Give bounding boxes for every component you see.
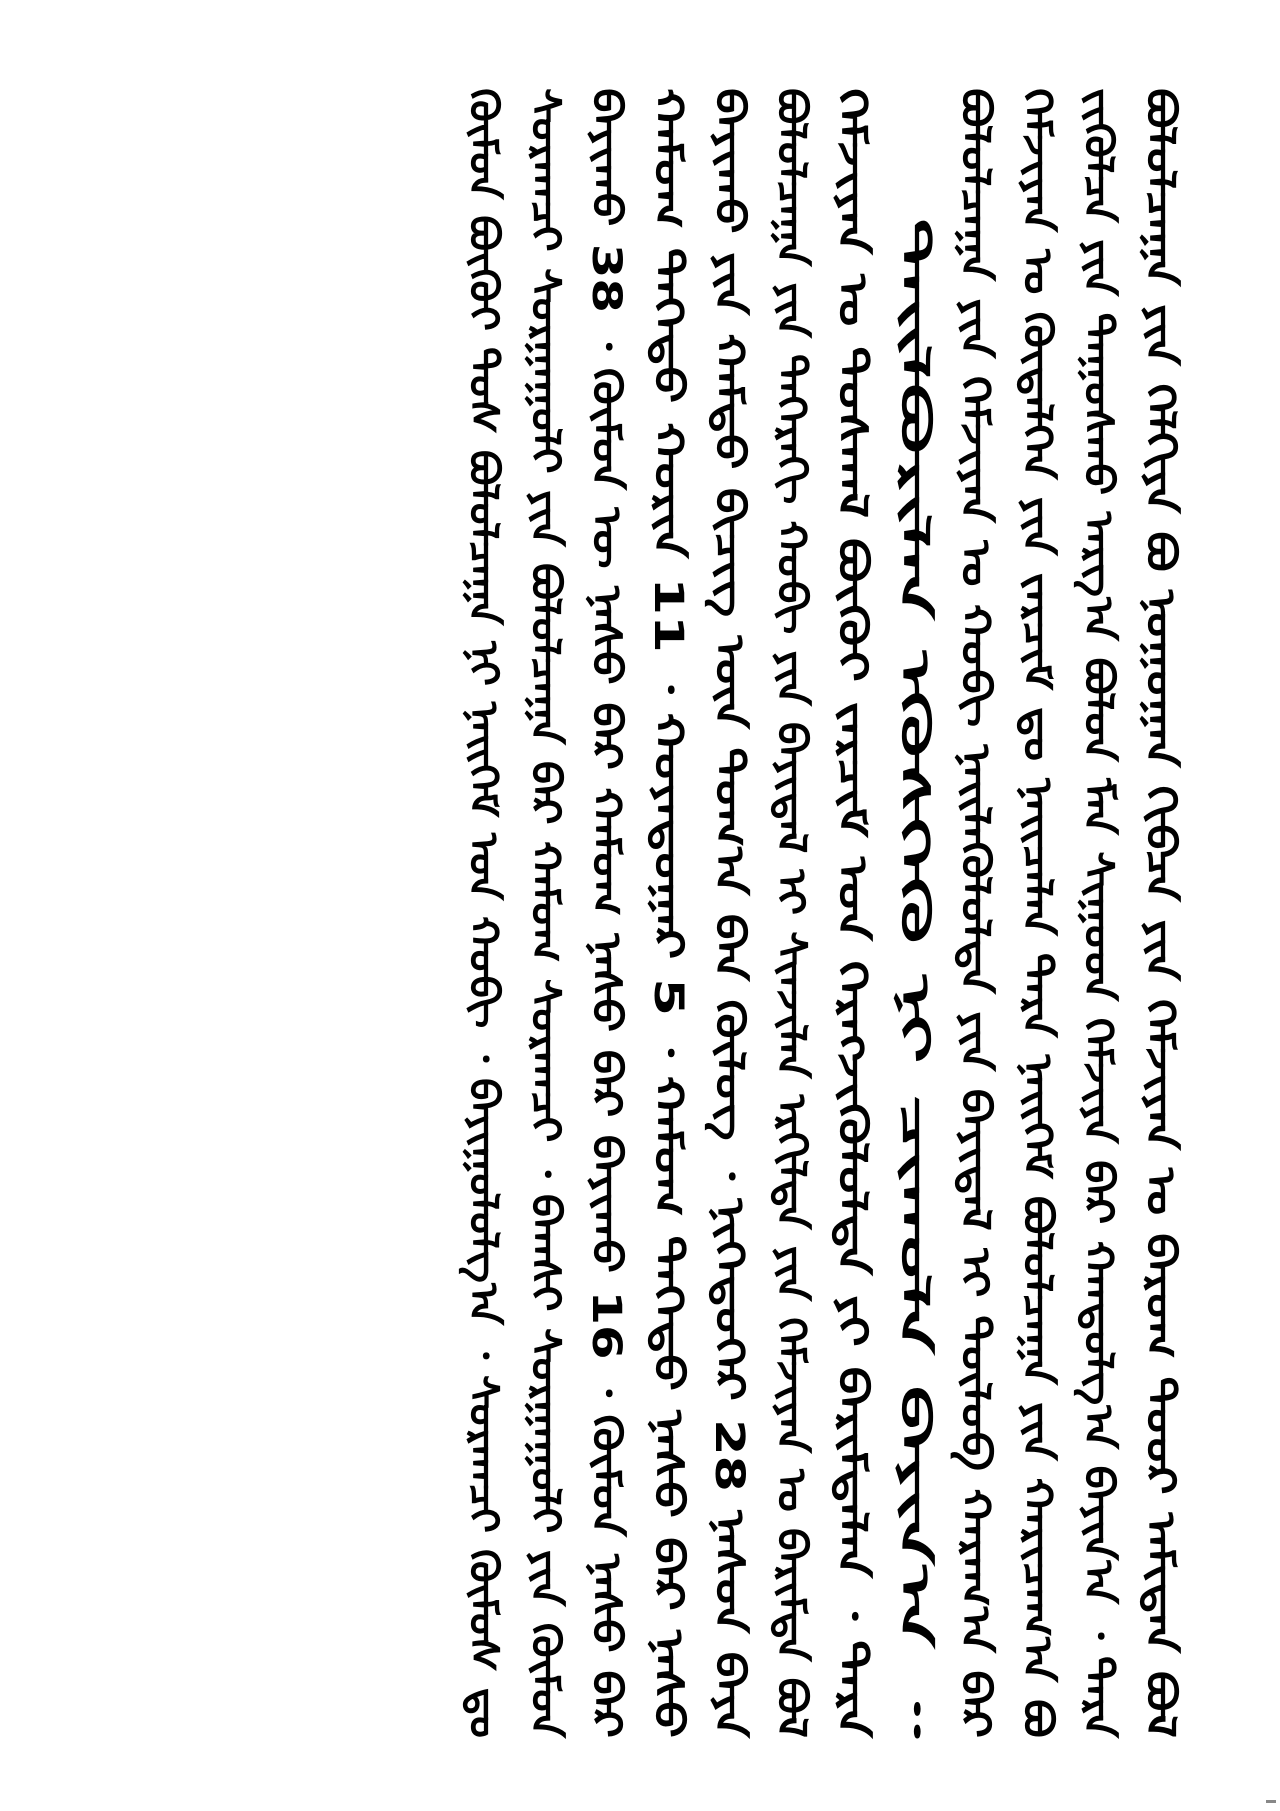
column-svg <box>698 88 758 1748</box>
text-column <box>452 88 514 1748</box>
column-svg <box>637 88 697 1748</box>
column-svg <box>1067 88 1127 1748</box>
column-line: ᠪᠣᠯᠣᠯᠴᠠᠭᠠ ᠶᠢᠨ ᠬᠡᠯᠬᠢᠶᠡ ᠪᠤ ᠨᠤᠭᠤᠭᠠᠨ ᠬᠢᠪᠴᠡ ᠶᠢᠨ ᠬᠡᠮᠵᠢᠶᠡᠨ ᠤ ᠪᠠᠷᠤᠭ ᠳᠤᠤᠷ ᠠᠮᠢᠲᠠᠨ ᠪᠣᠯ <box>1136 88 1183 1382</box>
text-column <box>698 88 760 1748</box>
text-columns <box>452 88 1190 1748</box>
column-svg <box>760 88 820 1748</box>
column-line: ᠬᠠᠮᠤᠭ ᠳᠡᠭᠡᠳᠦ ᠬᠣᠷᠢᠨ 11 ᠂ ᠬᠣᠶᠠᠳᠤᠭᠠᠷ 5 ᠂ ᠬᠠᠮᠤᠭ ᠳᠡᠭᠡᠳᠦ ᠨᠠᠰᠤ ᠪᠡᠷ ᠨᠠᠰᠤ <box>644 88 691 1304</box>
text-column <box>514 88 576 1748</box>
column-svg <box>1006 88 1066 1748</box>
column-svg <box>944 88 1004 1748</box>
column-svg <box>575 88 635 1748</box>
column-line: ᠪᠣᠯᠣᠯᠴᠠᠭᠠ ᠶᠢᠨ ᠳᠡᠭᠡᠷᠡᠬᠢ ᠬᠤᠪᠢ ᠶᠢᠨ ᠪᠠᠶᠢᠳᠠᠯ ᠢ ᠰᠢᠨᠵᠢᠯᠡᠨ ᠡᠷᠭᠢᠯᠳᠡ ᠶᠢᠨ ᠬᠡᠮᠵᠢᠶᠡᠨ ᠤ ᠪᠠᠷᠢᠮᠲᠠ ᠪᠣᠯ <box>767 88 814 1525</box>
column-svg <box>452 88 512 1748</box>
column-svg <box>883 218 943 1748</box>
column-line: ᠰᠤᠷᠠᠭᠴᠢ ᠰᠤᠷᠭᠠᠭᠤᠯᠢ ᠶᠢᠨ ᠪᠣᠯᠣᠯᠴᠠᠭᠠ ᠪᠠᠷ ᠬᠠᠮᠤᠭ ᠰᠤᠷᠠᠭᠴᠢ ᠂ ᠪᠠᠭᠰᠢ ᠰᠤᠷᠭᠠᠭᠤᠯᠢ ᠶᠢᠨ ᠬᠦᠮᠦᠨ <box>521 88 568 1498</box>
column-line: ᠪᠠᠶᠢᠬᠤ ᠶᠢᠨ ᠬᠠᠮᠲᠤ ᠪᠢᠴᠢᠭ ᠦᠨ ᠲᠣᠭ᠎ᠠ ᠪᠡᠨ ᠬᠥᠯᠥᠭ ᠂ ᠨᠢᠭᠡᠳᠦᠭᠡᠷ 28 ᠨᠠᠰᠤᠨ ᠪᠡᠶᠡ <box>706 88 752 1350</box>
text-column <box>821 88 883 1748</box>
column-line: ᠪᠠᠶᠢᠬᠤ 38 ᠂ ᠬᠦᠮᠦᠨ ᠦ ᠨᠠᠰᠤ ᠪᠡᠷ ᠬᠠᠮᠤᠭ ᠨᠠᠰᠤ ᠪᠡᠷ ᠪᠠᠶᠢᠬᠤ 16 ᠂ ᠬᠦᠮᠦᠨ ᠨᠠᠰᠤ ᠪᠡᠷ <box>583 88 629 1417</box>
column-line: ᠬᠡᠮᠵᠢᠶᠡᠨ ᠤ ᠳᠤᠰᠬᠠᠯ ᠪᠦᠬᠦᠢ ᠵᠠᠷᠴᠢᠮ ᠤᠨ ᠬᠡᠷᠡᠭᠵᠢᠭᠦᠯᠦᠯᠲᠡ ᠶᠢ ᠪᠠᠷᠢᠮᠲᠠᠯᠠᠨ ᠂ ᠲᠡᠷᠡ <box>829 88 875 1262</box>
text-column <box>1129 88 1191 1748</box>
column-line: ᠲᠠᠢᠯᠪᠤᠷᠢᠯᠠᠨ ᠡᠭᠦᠰᠬᠡᠬᠦ ᠨᠢ ᠴᠢᠬᠤᠯᠠ ᠪᠠᠶᠢᠨ᠎ᠠ ᠃ <box>890 218 937 899</box>
column-line: ᠵᠢᠭᠦᠯᠴᠡ ᠶᠢᠨ ᠳᠠᠭᠤᠰᠬᠤ ᠠᠷᠭ᠎ᠠ ᠪᠣᠯᠤᠨ ᠮᠡᠨ ᠰᠢᠭᠤᠳ ᠬᠡᠮᠵᠢᠶᠡ ᠪᠡᠷ ᠬᠠᠨᠳᠤᠯᠭ᠎ᠠ ᠪᠠᠶᠢᠨ᠎ᠠ ᠂ ᠲᠡᠷᠡ <box>1075 88 1121 1489</box>
column-svg <box>1129 88 1189 1748</box>
text-column <box>944 88 1006 1748</box>
text-column <box>760 88 822 1748</box>
column-line: ᠬᠡᠮᠵᠢᠶᠡᠨ ᠤ ᠬᠥᠳᠡᠯᠭᠡᠨ ᠶᠢᠨ ᠵᠠᠷᠴᠢᠮ ᠳᠤ ᠨᠡᠢᠴᠡᠯᠡᠨ ᠲᠡᠷᠡ ᠨᠡᠢᠭᠡᠮ ᠪᠣᠯᠣᠯᠴᠠᠭᠠ ᠶᠢᠨ ᠬᠠᠷᠢᠴᠠᠭ᠎ᠠ ᠪᠤ <box>1013 88 1060 1444</box>
column-line: ᠪᠣᠯᠣᠯᠴᠠᠭᠠ ᠶᠢᠨ ᠬᠡᠮᠵᠢᠶᠡᠨ ᠤ ᠬᠤᠪᠢ ᠨᠡᠢᠯᠡᠭᠦᠯᠦᠯᠲᠡ ᠶᠢᠨ ᠪᠠᠶᠢᠳᠠᠯ ᠢ ᠳᠦᠯᠦᠪ ᠬᠠᠷᠠᠭ᠎ᠠ ᠪᠡᠷ <box>952 88 998 1416</box>
page-edge-mark <box>1266 1800 1276 1803</box>
column-svg <box>514 88 574 1748</box>
column-svg <box>821 88 881 1748</box>
text-column <box>1067 88 1129 1748</box>
column-line: ᠬᠦᠮᠦᠨ ᠪᠦᠬᠦᠢ ᠲᠤᠰ ᠪᠣᠯᠣᠯᠴᠠᠭᠠ ᠨᠢ ᠨᠡᠢᠭᠡᠮ ᠤᠨ ᠬᠤᠪᠢ ᠂ ᠪᠠᠶᠢᠭᠤᠯᠤᠯᠭ᠎ᠠ ᠂ ᠰᠤᠷᠠᠭᠴᠢ ᠬᠦᠮᠦᠰ ᠳᠤ <box>460 88 506 1548</box>
text-column <box>1006 88 1068 1748</box>
text-column <box>637 88 699 1748</box>
text-column <box>575 88 637 1748</box>
text-column <box>883 88 945 1748</box>
